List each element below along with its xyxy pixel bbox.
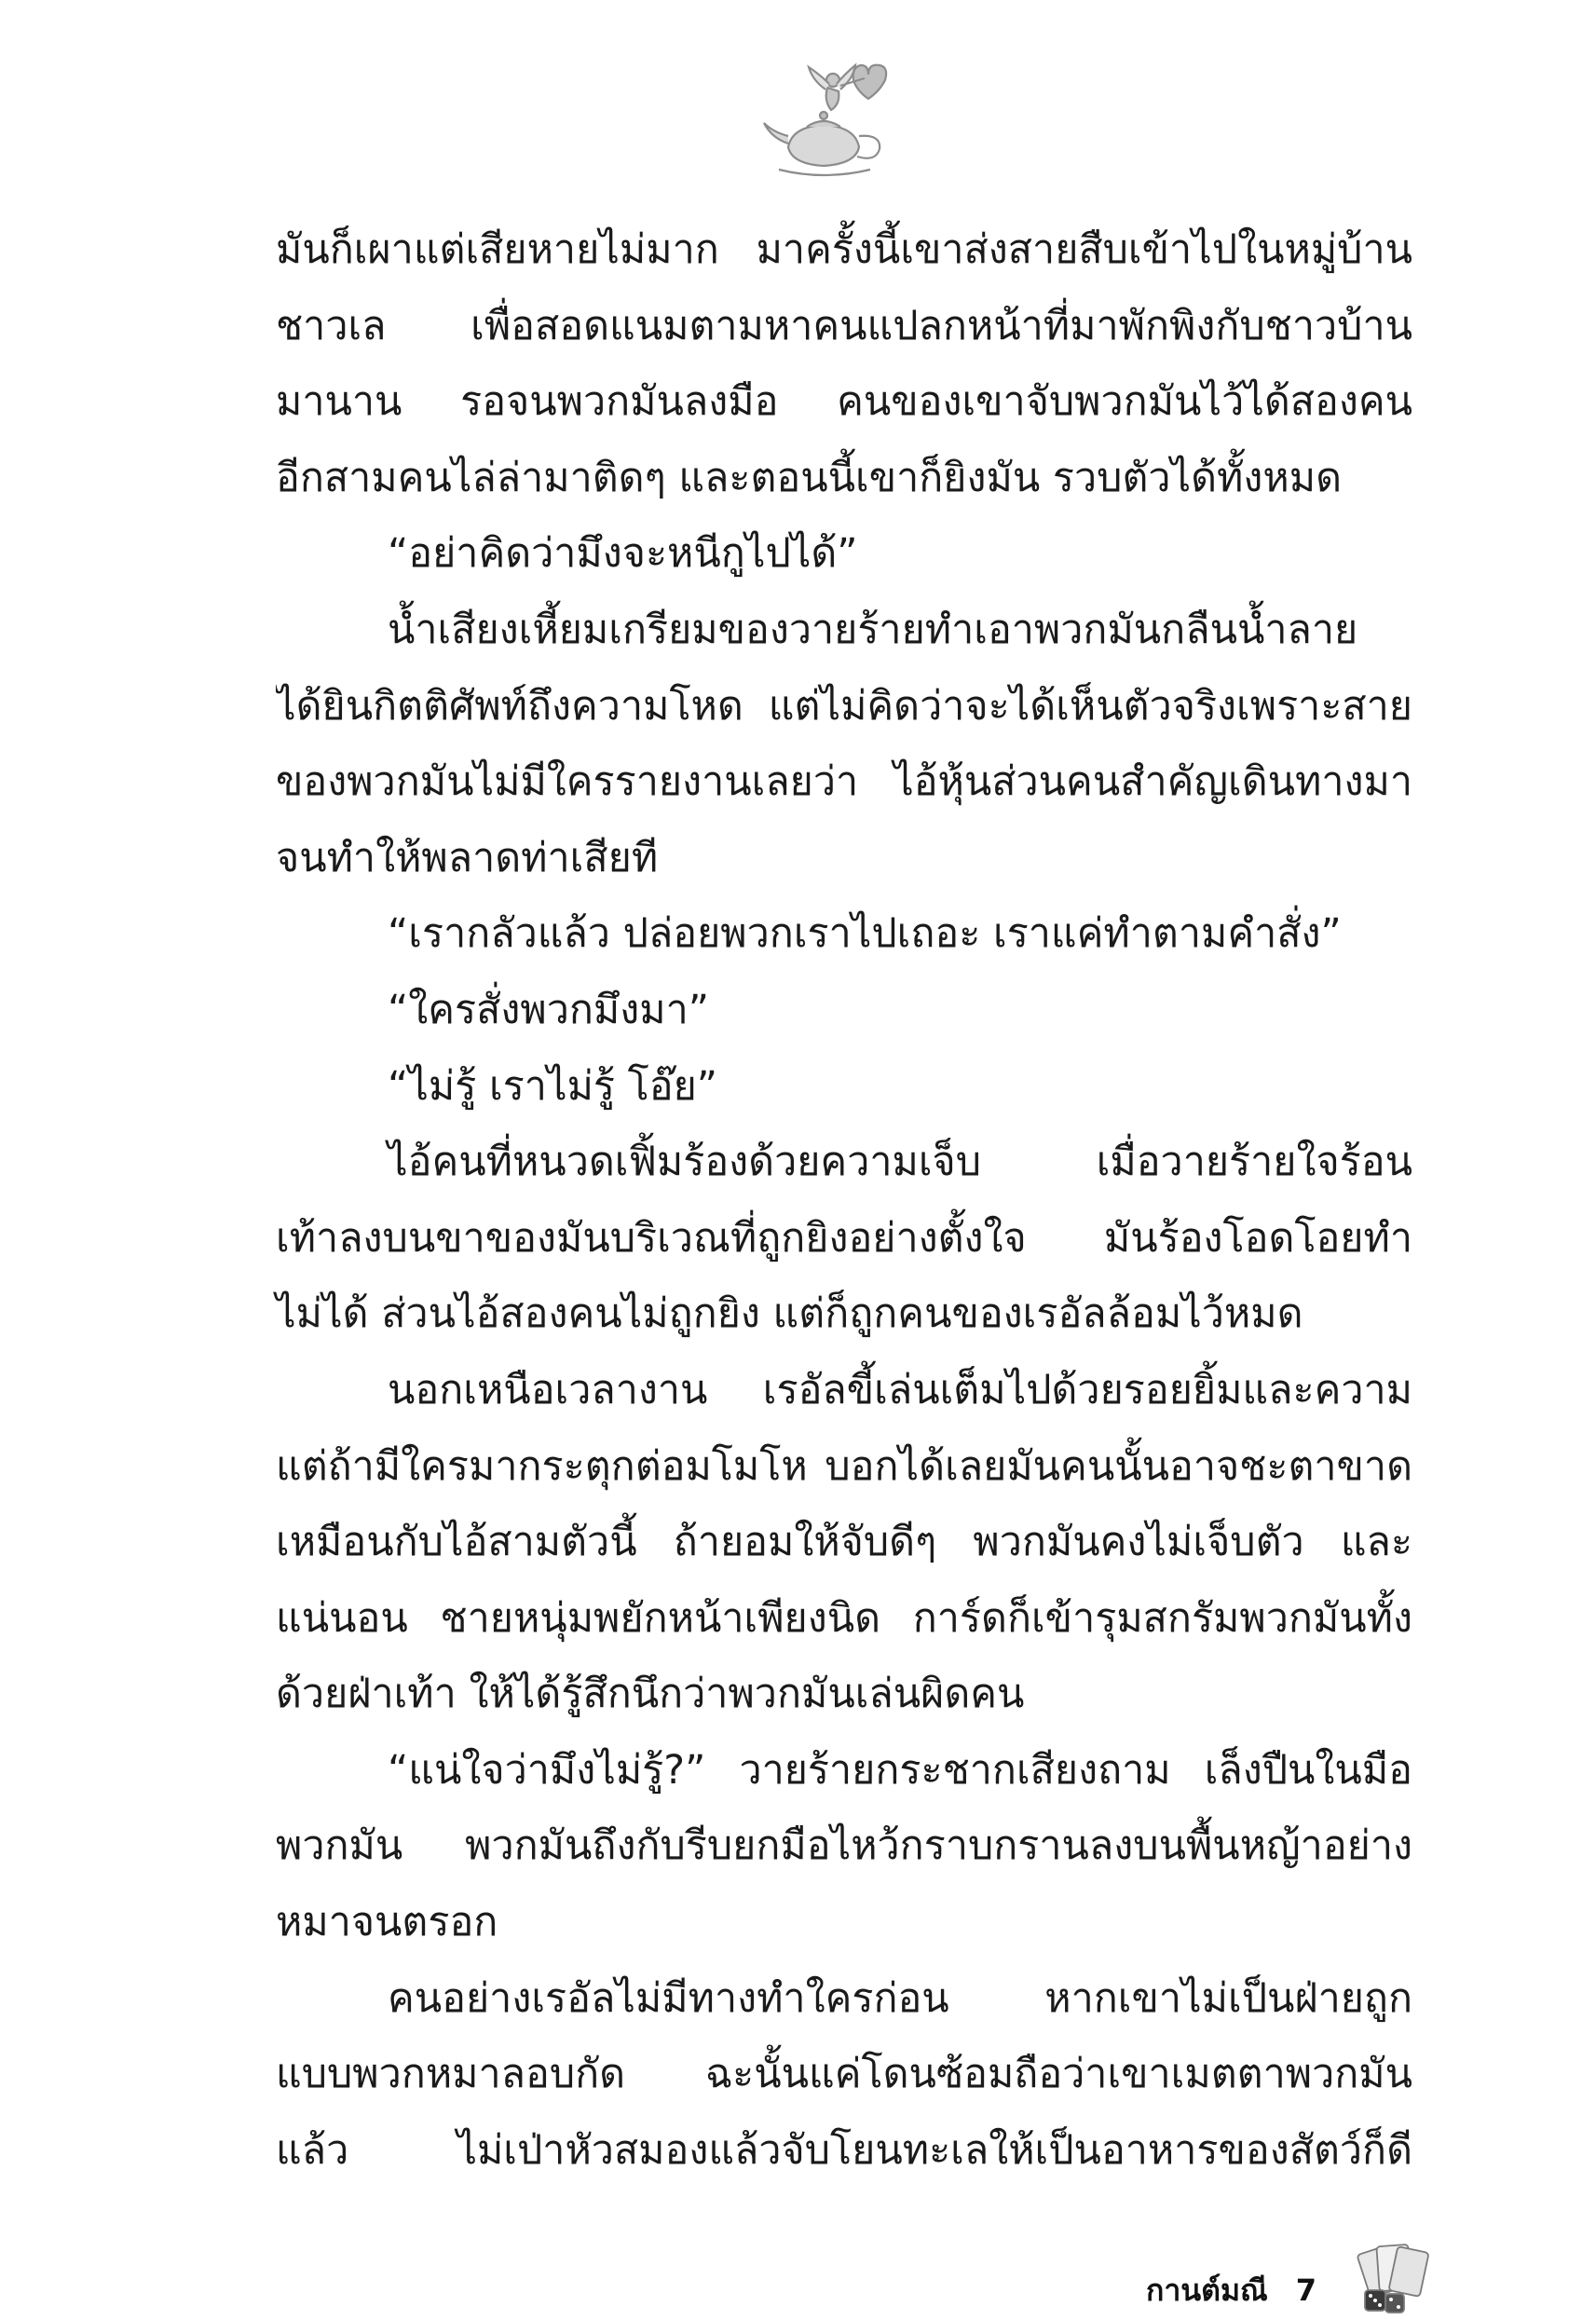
page-number: 7 bbox=[1295, 2272, 1316, 2308]
text-line: ของพวกมันไม่มีใครรายงานเลยว่า ไอ้หุ้นส่วนคนสำคัญเดินทางมา bbox=[276, 758, 1412, 806]
text-line: “ใครสั่งพวกมึงมา” bbox=[388, 986, 710, 1033]
text-line: ชาวเล เพื่อสอดแนมตามหาคนแปลกหน้าที่มาพักพิงกับชาวบ้าน bbox=[276, 302, 1412, 349]
text-line: เหมือนกับไอ้สามตัวนี้ ถ้ายอมให้จับดีๆ พวกมันคงไม่เจ็บตัว และ bbox=[276, 1519, 1412, 1566]
teapot-cupid-icon bbox=[751, 47, 919, 186]
text-line: แน่นอน ชายหนุ่มพยักหน้าเพียงนิด การ์ดก็เข้ารุมสกรัมพวกมันทั้ง bbox=[276, 1594, 1412, 1642]
footer-book-title: กานต์มณี bbox=[1145, 2272, 1268, 2308]
page-footer bbox=[1146, 2262, 1316, 2318]
text-line: เท้าลงบนขาของมันบริเวณที่ถูกยิงอย่างตั้งใจ มันร้องโอดโอยทำ bbox=[276, 1214, 1412, 1262]
text-line: คนอย่างเรอัลไม่มีทางทำใครก่อน หากเขาไม่เป็นฝ่ายถูก bbox=[388, 1974, 1412, 2022]
text-line: ด้วยฝ่าเท้า ให้ได้รู้สึกนึกว่าพวกมันเล่นผิดคน bbox=[276, 1671, 1025, 1718]
text-line: อีกสามคนไล่ล่ามาติดๆ และตอนนี้เขาก็ยิงมัน รวบตัวได้ทั้งหมด bbox=[276, 454, 1343, 501]
text-line: “แน่ใจว่ามึงไม่รู้?” วายร้ายกระชากเสียงถาม เล็งปืนในมือ bbox=[388, 1746, 1412, 1794]
playing-cards-dice-icon bbox=[1346, 2236, 1439, 2320]
text-line: น้ำเสียงเหี้ยมเกรียมของวายร้ายทำเอาพวกมันกลืนน้ำลาย bbox=[388, 606, 1358, 653]
text-line: “ไม่รู้ เราไม่รู้ โอ๊ย” bbox=[388, 1062, 718, 1110]
text-line: แล้ว ไม่เป่าหัวสมองแล้วจับโยนทะเลให้เป็นอาหารของสัตว์ก็ดี bbox=[276, 2126, 1412, 2174]
text-line: “อย่าคิดว่ามึงจะหนีกูไปได้” bbox=[388, 530, 858, 578]
text-line: มันก็เผาแต่เสียหายไม่มาก มาครั้งนี้เขาส่งสายสืบเข้าไปในหมู่บ้าน bbox=[276, 226, 1412, 273]
text-line: พวกมัน พวกมันถึงกับรีบยกมือไหว้กราบกรานลงบนพื้นหญ้าอย่าง bbox=[276, 1822, 1412, 1870]
text-line: จนทำให้พลาดท่าเสียที bbox=[276, 834, 659, 881]
text-line: ได้ยินกิตติศัพท์ถึงความโหด แต่ไม่คิดว่าจะได้เห็นตัวจริงเพราะสาย bbox=[276, 682, 1412, 730]
text-line: แบบพวกหมาลอบกัด ฉะนั้นแค่โดนซ้อมถือว่าเขาเมตตาพวกมัน bbox=[276, 2051, 1412, 2098]
text-line: “เรากลัวแล้ว ปล่อยพวกเราไปเถอะ เราแค่ทำตามคำสั่ง” bbox=[388, 910, 1342, 958]
body-text bbox=[276, 212, 1412, 2189]
text-line: นอกเหนือเวลางาน เรอัลขี้เล่นเต็มไปด้วยรอยยิ้มและความ bbox=[388, 1366, 1412, 1413]
text-line: มานาน รอจนพวกมันลงมือ คนของเขาจับพวกมันไว้ได้สองคน bbox=[276, 378, 1412, 426]
text-line: ไอ้คนที่หนวดเฟิ้มร้องด้วยความเจ็บ เมื่อวายร้ายใจร้อน bbox=[388, 1139, 1412, 1186]
text-line: แต่ถ้ามีใครมากระตุกต่อมโมโห บอกได้เลยมันคนนั้นอาจชะตาขาด bbox=[276, 1442, 1412, 1490]
text-line: ไม่ได้ ส่วนไอ้สองคนไม่ถูกยิง แต่ก็ถูกคนของเรอัลล้อมไว้หมด bbox=[276, 1290, 1303, 1338]
text-line: หมาจนตรอก bbox=[276, 1899, 498, 1946]
